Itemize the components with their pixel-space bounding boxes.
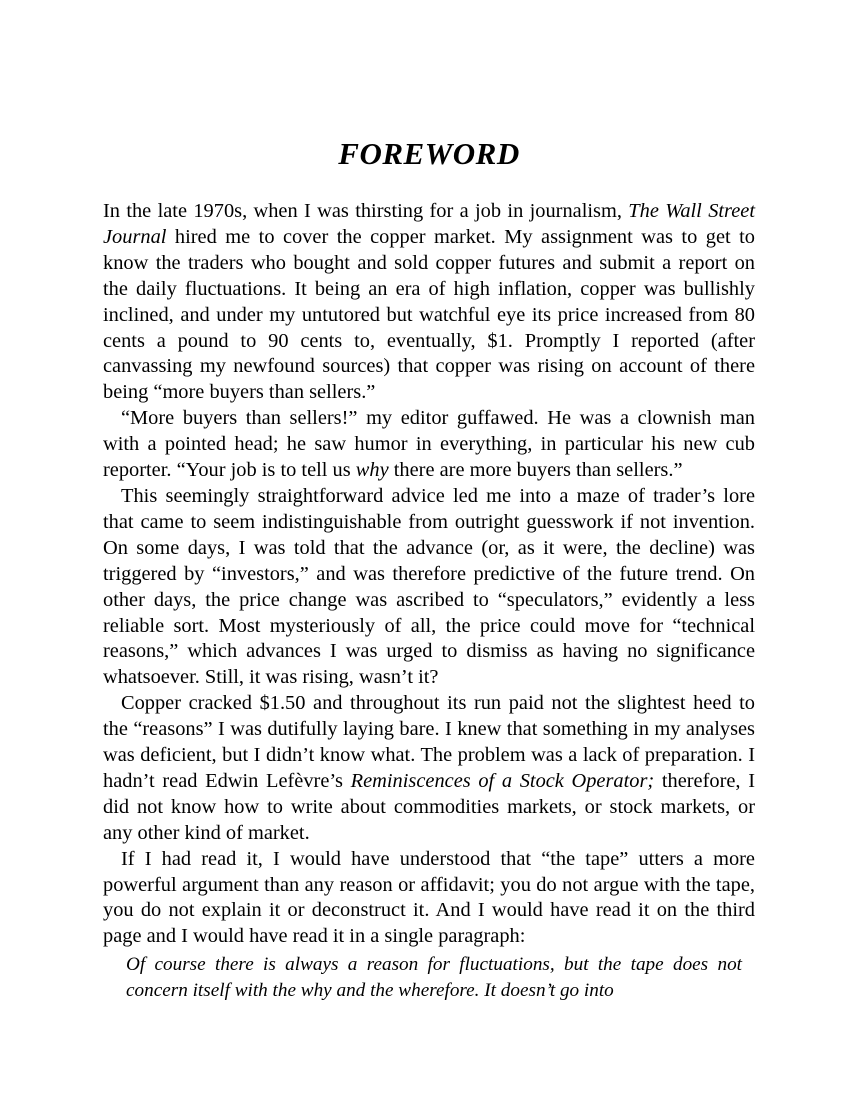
block-quotation: Of course there is always a reason for fluctuations, but the tape does not concern itself with the why and the wherefore. It doesn’t go into bbox=[126, 954, 742, 1002]
italic-run: The Wall Street Journal bbox=[103, 200, 755, 248]
body-paragraph: This seemingly straightforward advice led me into a maze of trader’s lore that came to seem indistinguishable from outright guesswork if not invention. On some days, I was told that the advance (or, as it were, the decline) was triggered by “investors,” and was therefore predictive of the future trend. On other days, the price change was ascribed to “speculators,” evidently a less reliable sort. Most mysteriously of all, the price could move for “technical reasons,” which advances I was urged to dismiss as having no significance whatsoever. Still, it was rising, wasn’t it? bbox=[103, 484, 755, 689]
text-column bbox=[103, 0, 755, 1004]
italic-run: why bbox=[355, 459, 389, 482]
body-paragraph: Copper cracked $1.50 and throughout its run paid not the slightest heed to the “reasons” I was dutifully laying bare. I knew that something in my analyses was deficient, but I didn’t know what. The problem was a lack of preparation. I hadn’t read Edwin Lefèvre’s Reminiscences of a Stock Operator; therefore, I did not know how to write about commodities markets, or stock markets, or any other kind of market. bbox=[103, 692, 755, 844]
italic-run: Reminiscences of a Stock Operator; bbox=[350, 769, 655, 792]
page-title: FOREWORD bbox=[338, 136, 520, 171]
body-paragraph: “More buyers than sellers!” my editor guffawed. He was a clownish man with a pointed head; he saw humor in everything, in particular his new cub reporter. “Your job is to tell us why there are more buyers than sellers.” bbox=[103, 407, 755, 482]
body-paragraph: In the late 1970s, when I was thirsting for a job in journalism, The Wall Street Journal hired me to cover the copper market. My assignment was to get to know the traders who bought and sold copper futures and submit a report on the daily fluctuations. It being an era of high inflation, copper was bullishly inclined, and under my untutored but watchful eye its price increased from 80 cents a pound to 90 cents to, eventually, $1. Promptly I reported (after canvassing my newfound sources) that copper was rising on account of there being “more buyers than sellers.” bbox=[103, 200, 755, 404]
body-paragraph: If I had read it, I would have understood that “the tape” utters a more powerful argument than any reason or affidavit; you do not argue with the tape, you do not explain it or deconstruct it. And I would have read it on the third page and I would have read it in a single paragraph: bbox=[103, 847, 755, 948]
